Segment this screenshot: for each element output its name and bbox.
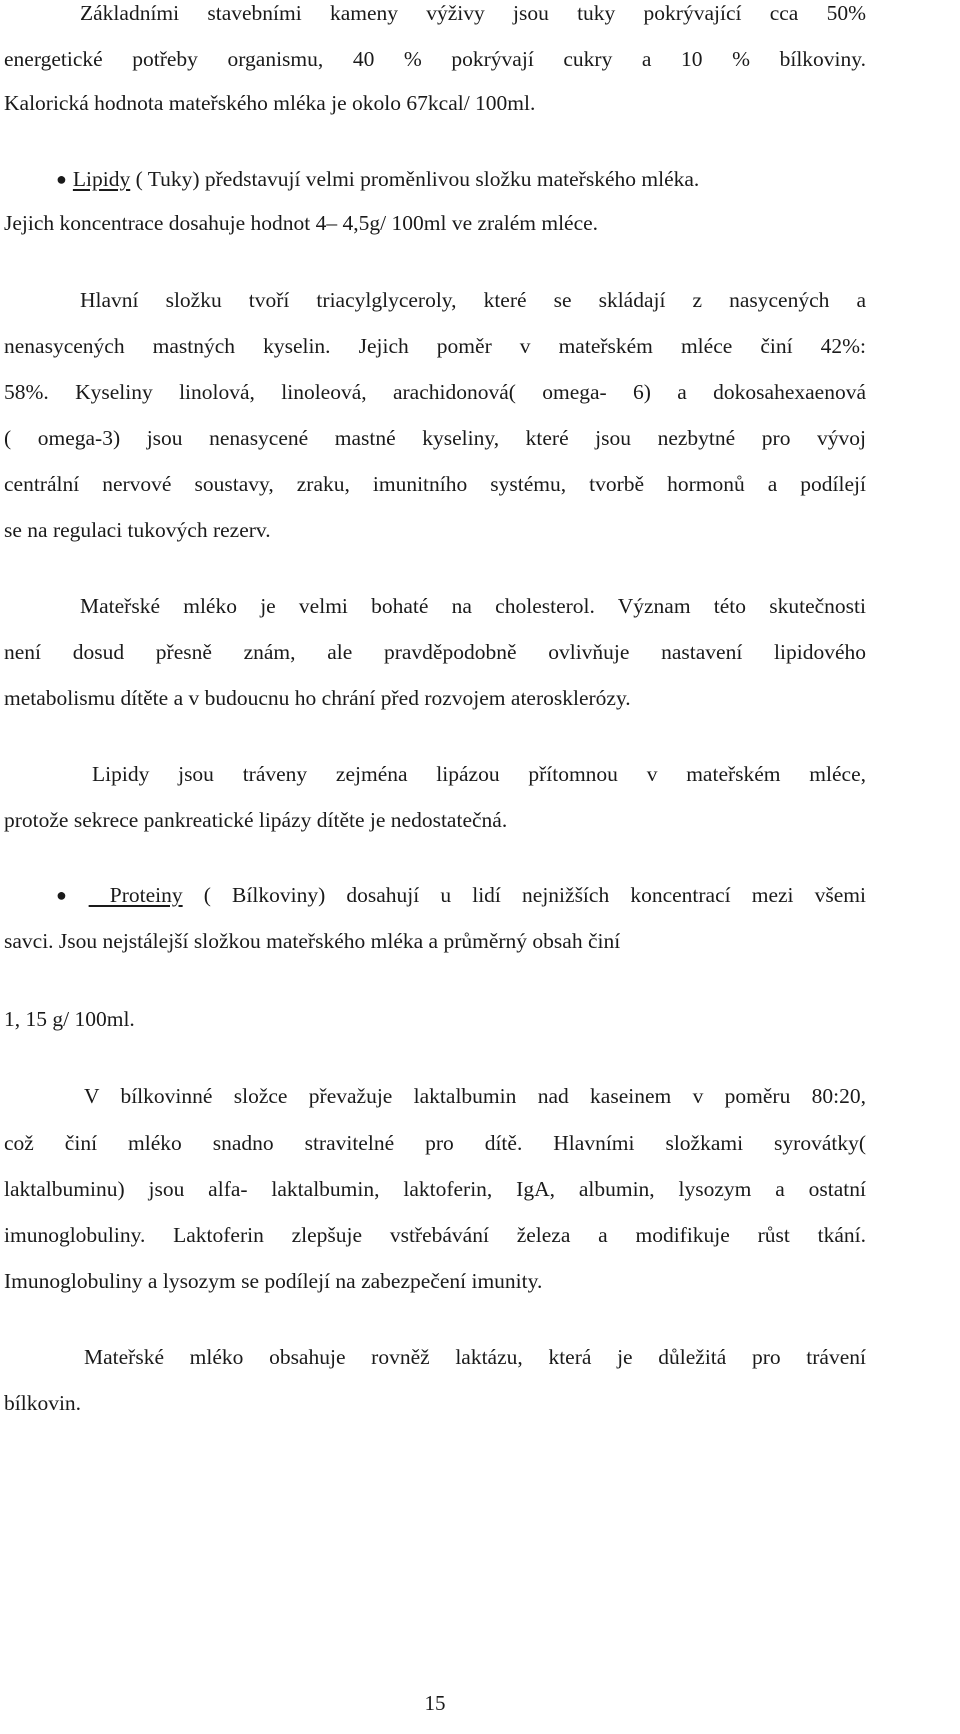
paragraph-5-line-1: V bílkovinné složce převažuje laktalbumin nad kaseinem v poměru 80:20, bbox=[84, 1084, 866, 1108]
paragraph-2-line-4: ( omega-3) jsou nenasycené mastné kyseliny, které jsou nezbytné pro vývoj bbox=[4, 426, 866, 450]
proteiny-term: Proteiny bbox=[88, 883, 183, 907]
page-number: 15 bbox=[424, 1691, 446, 1715]
paragraph-3-line-3: metabolismu dítěte a v budoucnu ho chrání před rozvojem aterosklerózy. bbox=[4, 686, 631, 710]
paragraph-2-line-2: nenasycených mastných kyselin. Jejich poměr v mateřském mléce činí 42%: bbox=[4, 334, 866, 358]
paragraph-3-line-2: není dosud přesně znám, ale pravděpodobně ovlivňuje nastavení lipidového bbox=[4, 640, 866, 664]
proteiny-line-2: savci. Jsou nejstálejší složkou mateřského mléka a průměrný obsah činí bbox=[4, 929, 621, 953]
paragraph-2-line-5: centrální nervové soustavy, zraku, imunitního systému, tvorbě hormonů a podílejí bbox=[4, 472, 866, 496]
paragraph-5-line-3: laktalbuminu) jsou alfa- laktalbumin, laktoferin, IgA, albumin, lysozym a ostatní bbox=[4, 1177, 866, 1201]
paragraph-1-line-1: Základními stavebními kameny výživy jsou tuky pokrývající cca 50% bbox=[80, 1, 866, 25]
paragraph-4-line-1: Lipidy jsou tráveny zejména lipázou přítomnou v mateřském mléce, bbox=[92, 762, 866, 786]
paragraph-5-line-5: Imunoglobuliny a lysozym se podílejí na zabezpečení imunity. bbox=[4, 1269, 543, 1293]
lipidy-text: ( Tuky) představují velmi proměnlivou složku mateřského mléka. bbox=[130, 167, 700, 191]
proteiny-text: ( Bílkoviny) dosahují u lidí nejnižších koncentrací mezi všemi bbox=[182, 883, 867, 907]
proteiny-line-3: 1, 15 g/ 100ml. bbox=[4, 1007, 135, 1031]
paragraph-2-line-1: Hlavní složku tvoří triacylglyceroly, které se skládají z nasycených a bbox=[80, 288, 866, 312]
bullet-dot-icon: ● bbox=[56, 885, 83, 905]
paragraph-3-line-1: Mateřské mléko je velmi bohaté na cholesterol. Význam této skutečnosti bbox=[80, 594, 866, 618]
bullet-dot-icon: ● bbox=[56, 169, 67, 189]
lipidy-line-2: Jejich koncentrace dosahuje hodnot 4– 4,5g/ 100ml ve zralém mléce. bbox=[4, 211, 599, 235]
paragraph-2-line-3: 58%. Kyseliny linolová, linoleová, arachidonová( omega- 6) a dokosahexaenová bbox=[4, 380, 866, 404]
paragraph-6-line-1: Mateřské mléko obsahuje rovněž laktázu, která je důležitá pro trávení bbox=[84, 1345, 866, 1369]
proteiny-bullet-line bbox=[56, 880, 866, 911]
paragraph-5-line-2: což činí mléko snadno stravitelné pro dítě. Hlavními složkami syrovátky( bbox=[4, 1131, 866, 1155]
lipidy-term: Lipidy bbox=[72, 167, 131, 191]
paragraph-5-line-4: imunoglobuliny. Laktoferin zlepšuje vstřebávání železa a modifikuje růst tkání. bbox=[4, 1223, 866, 1247]
paragraph-1-line-2: energetické potřeby organismu, 40 % pokrývají cukry a 10 % bílkoviny. bbox=[4, 47, 866, 71]
paragraph-6-line-2: bílkovin. bbox=[4, 1391, 82, 1415]
paragraph-2-line-6: se na regulaci tukových rezerv. bbox=[4, 518, 271, 542]
lipidy-bullet-line bbox=[56, 164, 866, 195]
paragraph-4-line-2: protože sekrece pankreatické lipázy dítěte je nedostatečná. bbox=[4, 808, 508, 832]
paragraph-1-line-3: Kalorická hodnota mateřského mléka je okolo 67kcal/ 100ml. bbox=[4, 91, 536, 115]
